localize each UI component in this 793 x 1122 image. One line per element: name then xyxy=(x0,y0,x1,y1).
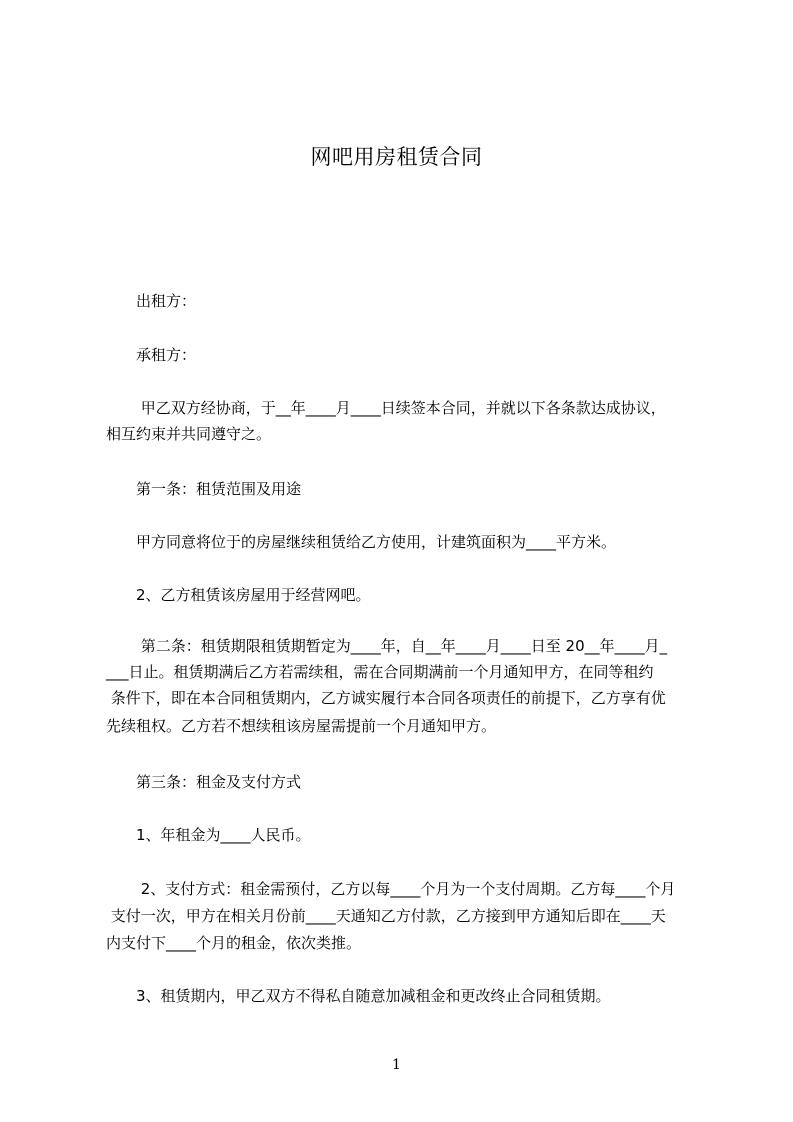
article3-paragraph-1: 1、年租金为____人民币。 xyxy=(136,826,311,844)
lessor-label: 出租方： xyxy=(136,292,197,310)
intro-line-1: 甲乙双方经协商，于__年____月____日续签本合同，并就以下各条款达成协议， xyxy=(136,399,666,417)
article2-line-2: ___日止。租赁期满后乙方若需续租，需在合同期满前一个月通知甲方，在同等租约 xyxy=(106,663,654,681)
article1-paragraph-2: 2、乙方租赁该房屋用于经营网吧。 xyxy=(136,586,371,604)
article3-paragraph-2-line-1: 2、支付方式：租金需预付，乙方以每____个月为一个支付周期。乙方每____个月 xyxy=(136,880,676,898)
lessee-label: 承租方： xyxy=(136,346,197,364)
article3-paragraph-2-line-3: 内支付下____个月的租金，依次类推。 xyxy=(106,934,362,952)
article2-line-4: 先续租权。乙方若不想续租该房屋需提前一个月通知甲方。 xyxy=(106,717,497,735)
article3-heading: 第三条：租金及支付方式 xyxy=(136,773,302,791)
article3-paragraph-3: 3、租赁期内，甲乙双方不得私自随意加减租金和更改终止合同租赁期。 xyxy=(136,987,611,1005)
article2-line-3: 条件下，即在本合同租赁期内，乙方诚实履行本合同各项责任的前提下，乙方享有优 xyxy=(106,689,666,707)
page-number: 1 xyxy=(392,1057,401,1073)
intro-line-2: 相互约束并共同遵守之。 xyxy=(106,425,272,443)
article2-line-1: 第二条：租赁期限租赁期暂定为____年，自__年____月____日至 20__年____月_ xyxy=(136,637,668,655)
page-title: 网吧用房租赁合同 xyxy=(310,145,483,169)
article3-paragraph-2-line-2: 支付一次，甲方在相关月份前____天通知乙方付款，乙方接到甲方通知后即在____天 xyxy=(106,907,666,925)
article1-paragraph-1: 甲方同意将位于的房屋继续租赁给乙方使用，计建筑面积为____平方米。 xyxy=(136,533,617,551)
article1-heading: 第一条：租赁范围及用途 xyxy=(136,480,302,498)
